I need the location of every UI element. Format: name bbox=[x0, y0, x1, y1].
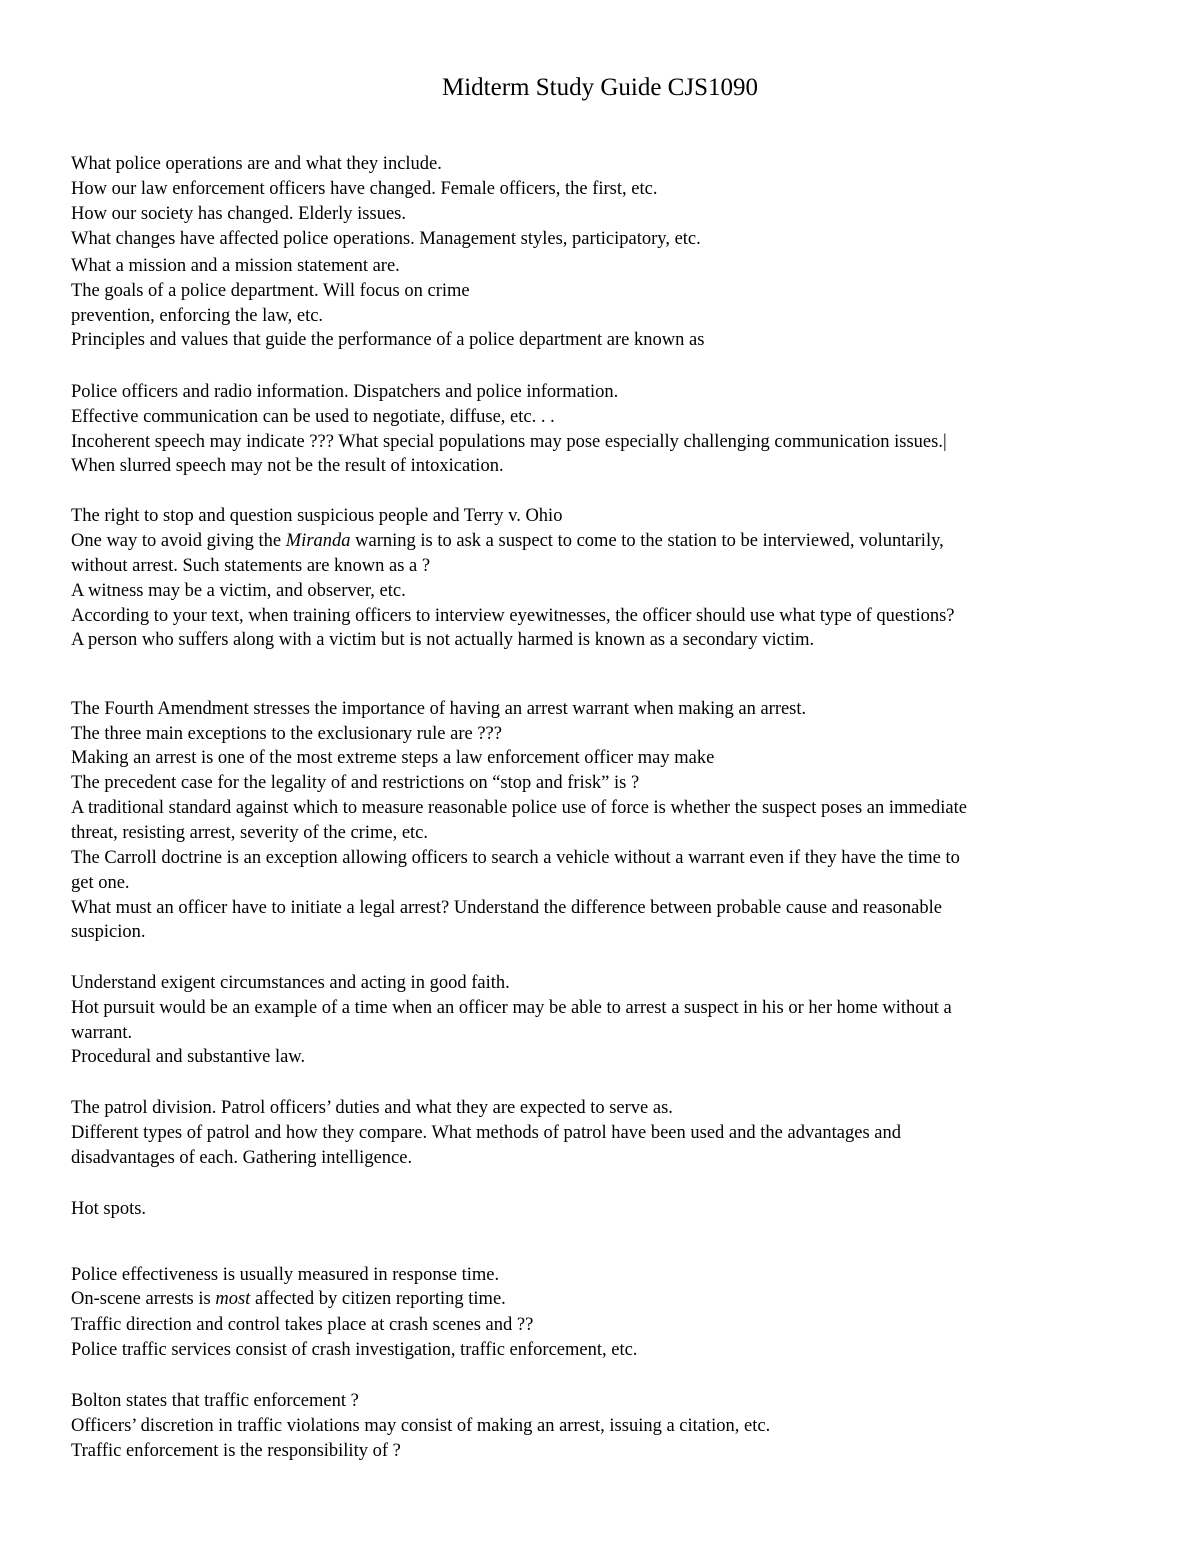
text-line: Hot pursuit would be an example of a time when an officer may be able to arrest a suspect in his or her home without a bbox=[71, 998, 952, 1018]
text-line: A witness may be a victim, and observer, etc. bbox=[71, 581, 406, 601]
text-line: How our law enforcement officers have changed. Female officers, the first, etc. bbox=[71, 179, 658, 199]
text-line: Effective communication can be used to negotiate, diffuse, etc. . . bbox=[71, 407, 555, 427]
text-run: warning is to ask a suspect to come to the station to be interviewed, voluntarily, bbox=[350, 531, 944, 551]
text-line: Different types of patrol and how they compare. What methods of patrol have been used and the advantages and bbox=[71, 1123, 901, 1143]
text-line: Traffic direction and control takes place at crash scenes and ?? bbox=[71, 1315, 534, 1335]
text-line: Police effectiveness is usually measured in response time. bbox=[71, 1265, 500, 1285]
text-line: What must an officer have to initiate a legal arrest? Understand the difference between probable cause and reasonable bbox=[71, 898, 942, 918]
text-line: Incoherent speech may indicate ??? What special populations may pose especially challenging communication issues.| bbox=[71, 432, 947, 452]
text-line: suspicion. bbox=[71, 922, 146, 942]
text-line: Understand exigent circumstances and acting in good faith. bbox=[71, 973, 510, 993]
text-line: According to your text, when training officers to interview eyewitnesses, the officer should use what type of questions? bbox=[71, 606, 955, 626]
text-line: The precedent case for the legality of and restrictions on “stop and frisk” is ? bbox=[71, 773, 640, 793]
text-line: Police officers and radio information. Dispatchers and police information. bbox=[71, 382, 619, 402]
text-line: When slurred speech may not be the result of intoxication. bbox=[71, 456, 504, 476]
text-line: get one. bbox=[71, 873, 130, 893]
text-line: The Fourth Amendment stresses the importance of having an arrest warrant when making an arrest. bbox=[71, 699, 807, 719]
text-line: Officers’ discretion in traffic violations may consist of making an arrest, issuing a citation, etc. bbox=[71, 1416, 771, 1436]
emphasis-italic: most bbox=[215, 1289, 251, 1309]
text-line bbox=[71, 529, 944, 554]
text-line: warrant. bbox=[71, 1023, 133, 1043]
text-line: Bolton states that traffic enforcement ? bbox=[71, 1391, 359, 1411]
text-line bbox=[71, 1287, 506, 1312]
text-line: What changes have affected police operations. Management styles, participatory, etc. bbox=[71, 229, 701, 249]
text-line: Traffic enforcement is the responsibility of ? bbox=[71, 1441, 401, 1461]
text-line: A traditional standard against which to measure reasonable police use of force is whether the suspect poses an immediate bbox=[71, 798, 967, 818]
case-name-italic: Miranda bbox=[285, 531, 351, 551]
text-line: Making an arrest is one of the most extreme steps a law enforcement officer may make bbox=[71, 748, 715, 768]
text-line: A person who suffers along with a victim but is not actually harmed is known as a secondary victim. bbox=[71, 630, 815, 650]
text-line: Police traffic services consist of crash investigation, traffic enforcement, etc. bbox=[71, 1340, 638, 1360]
text-line: Principles and values that guide the performance of a police department are known as bbox=[71, 330, 705, 350]
text-run: On-scene arrests is bbox=[71, 1289, 216, 1309]
text-line: What police operations are and what they include. bbox=[71, 154, 442, 174]
text-line: prevention, enforcing the law, etc. bbox=[71, 306, 324, 326]
text-line: The Carroll doctrine is an exception allowing officers to search a vehicle without a warrant even if they have the time to bbox=[71, 848, 960, 868]
text-line: without arrest. Such statements are known as a ? bbox=[71, 556, 431, 576]
text-line: What a mission and a mission statement are. bbox=[71, 256, 400, 276]
text-line: Hot spots. bbox=[71, 1199, 147, 1219]
text-line: How our society has changed. Elderly issues. bbox=[71, 204, 406, 224]
text-line: threat, resisting arrest, severity of the crime, etc. bbox=[71, 823, 429, 843]
text-line: The patrol division. Patrol officers’ duties and what they are expected to serve as. bbox=[71, 1098, 673, 1118]
text-line: disadvantages of each. Gathering intelligence. bbox=[71, 1148, 413, 1168]
text-line: The goals of a police department. Will focus on crime bbox=[71, 281, 470, 301]
text-line: The three main exceptions to the exclusionary rule are ??? bbox=[71, 724, 502, 744]
text-line: The right to stop and question suspicious people and Terry v. Ohio bbox=[71, 506, 563, 526]
document-title: Midterm Study Guide CJS1090 bbox=[442, 74, 758, 101]
text-run: affected by citizen reporting time. bbox=[250, 1289, 506, 1309]
text-line: Procedural and substantive law. bbox=[71, 1047, 306, 1067]
text-run: One way to avoid giving the bbox=[71, 531, 286, 551]
